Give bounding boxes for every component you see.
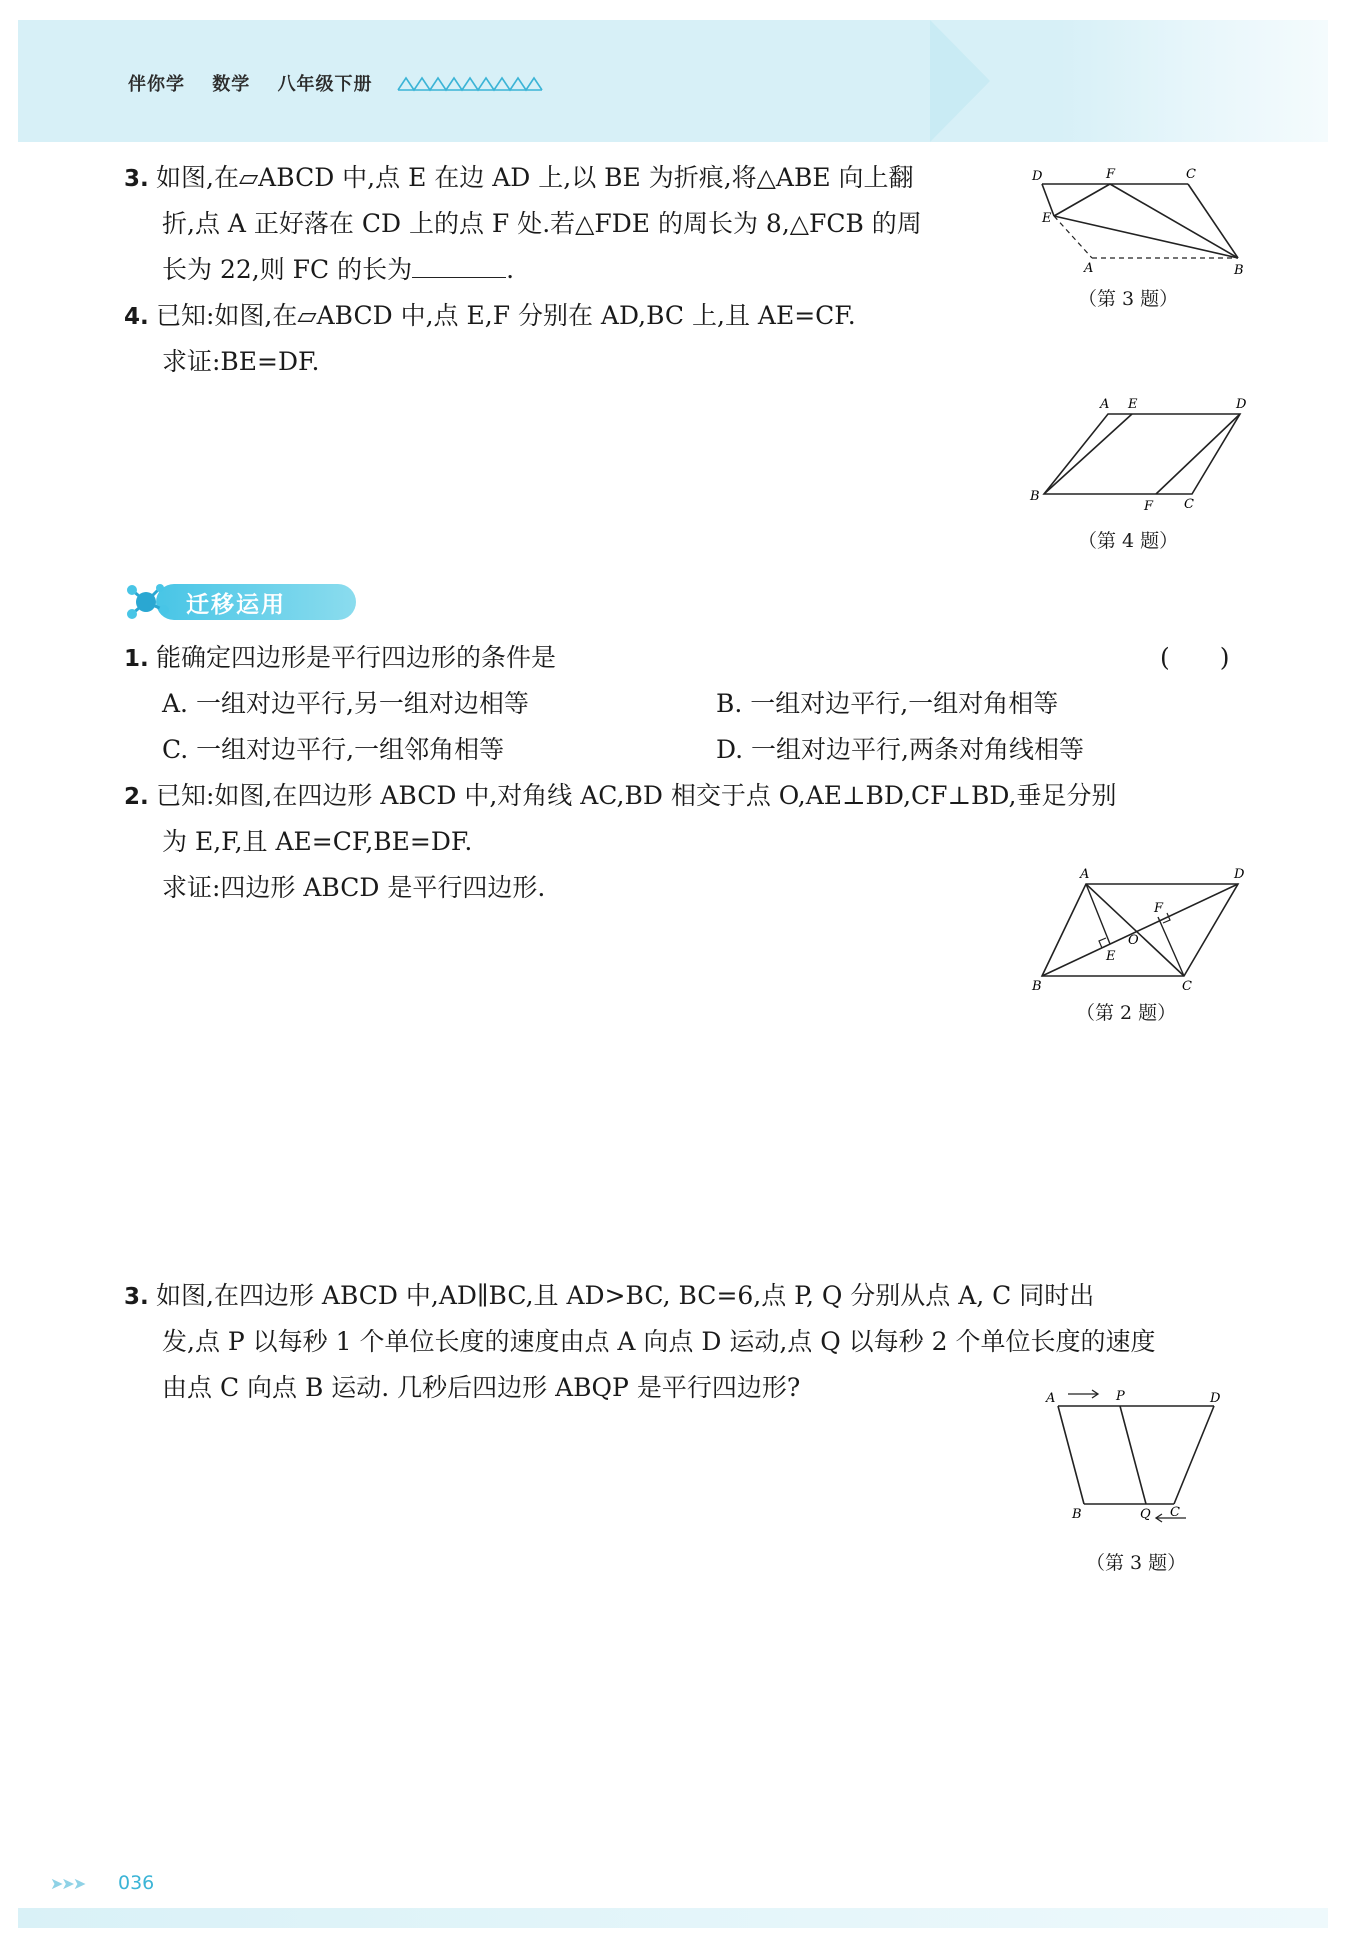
label-E: E: [1106, 949, 1116, 964]
option-c[interactable]: C. 一组对边平行,一组邻角相等: [162, 735, 505, 764]
figure-q3-fold-parallelogram: [1028, 162, 1258, 280]
grade-label: 八年级下册: [277, 74, 373, 95]
section-title: 迁移运用: [186, 592, 286, 618]
option-d[interactable]: D. 一组对边平行,两条对角线相等: [716, 735, 1084, 764]
zigzag-decoration-icon: [396, 74, 544, 94]
label-C: C: [1182, 979, 1192, 992]
q4-line-2: 求证:BE=DF.: [162, 347, 320, 376]
figure-caption: （第 4 题）: [1078, 530, 1179, 552]
m1-stem: [124, 638, 556, 674]
figure-q2-quadrilateral: [1022, 862, 1262, 992]
header-fade: [1060, 20, 1328, 142]
page-number: 036: [118, 1872, 155, 1894]
label-D: D: [1210, 1391, 1221, 1406]
q3-text-3: 长为 22,则 FC 的长为: [162, 255, 413, 284]
q3-line-3: [162, 250, 514, 286]
header-chevron-decoration: [930, 20, 990, 142]
section-banner: [124, 580, 360, 622]
label-Q: Q: [1140, 1507, 1151, 1522]
label-C: C: [1170, 1505, 1180, 1520]
running-header: [128, 70, 393, 96]
subject-label: 数学: [212, 74, 251, 95]
label-B: B: [1072, 1507, 1082, 1522]
label-F: F: [1154, 901, 1164, 916]
figure-caption: （第 3 题）: [1078, 288, 1179, 310]
question-number: 3.: [124, 1284, 149, 1310]
label-B: B: [1030, 489, 1040, 504]
question-number: 1.: [124, 646, 149, 672]
m3-line-3: 由点 C 向点 B 运动. 几秒后四边形 ABQP 是平行四边形?: [162, 1373, 801, 1402]
question-number: 3.: [124, 166, 149, 192]
q3-text-1: 如图,在▱ABCD 中,点 E 在边 AD 上,以 BE 为折痕,将△ABE 向上翻: [156, 163, 914, 192]
q3-line-2: 折,点 A 正好落在 CD 上的点 F 处.若△FDE 的周长为 8,△FCB 的周: [162, 209, 922, 238]
label-O: O: [1128, 933, 1139, 948]
answer-parentheses[interactable]: ( ): [1160, 643, 1230, 672]
label-F: F: [1106, 167, 1116, 182]
m3-line-1: [124, 1276, 1094, 1312]
label-E: E: [1128, 397, 1138, 412]
footer-band: [18, 1908, 1328, 1928]
label-D: D: [1032, 169, 1043, 184]
question-number: 4.: [124, 304, 149, 330]
label-A: A: [1100, 397, 1110, 412]
label-B: B: [1032, 979, 1042, 992]
q4-line-1: [124, 296, 856, 332]
option-a[interactable]: A. 一组对边平行,另一组对边相等: [162, 689, 529, 718]
label-D: D: [1236, 397, 1247, 412]
label-A: A: [1046, 1391, 1056, 1406]
label-D: D: [1234, 867, 1245, 882]
label-A: A: [1084, 261, 1094, 276]
m2-line-2: 为 E,F,且 AE=CF,BE=DF.: [162, 827, 473, 856]
question-number: 2.: [124, 784, 149, 810]
figure-q4-parallelogram: [1022, 394, 1262, 514]
m3-text-1: 如图,在四边形 ABCD 中,AD∥BC,且 AD>BC, BC=6,点 P, Q 分别从点 A, C 同时出: [156, 1281, 1095, 1310]
label-B: B: [1234, 263, 1244, 278]
label-E: E: [1042, 211, 1052, 226]
label-C: C: [1186, 167, 1196, 182]
option-b[interactable]: B. 一组对边平行,一组对角相等: [716, 689, 1059, 718]
figure-caption: （第 3 题）: [1086, 1552, 1187, 1574]
molecule-icon: [124, 580, 194, 624]
m2-line-1: [124, 776, 1117, 812]
answer-blank[interactable]: [412, 258, 506, 278]
label-C: C: [1184, 497, 1194, 512]
m2-line-3: 求证:四边形 ABCD 是平行四边形.: [162, 873, 546, 902]
label-A: A: [1080, 867, 1090, 882]
q4-text-1: 已知:如图,在▱ABCD 中,点 E,F 分别在 AD,BC 上,且 AE=CF.: [156, 301, 856, 330]
label-F: F: [1144, 499, 1154, 514]
page-arrows-icon: ➤➤➤: [50, 1874, 85, 1893]
m3-line-2: 发,点 P 以每秒 1 个单位长度的速度由点 A 向点 D 运动,点 Q 以每秒 2 个单位长度的速度: [162, 1327, 1156, 1356]
figure-q3-trapezoid: [1042, 1384, 1242, 1534]
q3-period: .: [506, 255, 515, 284]
figure-caption: （第 2 题）: [1076, 1002, 1177, 1024]
m1-stem-text: 能确定四边形是平行四边形的条件是: [156, 643, 557, 672]
m2-text-1: 已知:如图,在四边形 ABCD 中,对角线 AC,BD 相交于点 O,AE⊥BD,CF⊥BD,垂足分别: [156, 781, 1117, 810]
label-P: P: [1116, 1389, 1125, 1404]
book-title: 伴你学: [128, 74, 185, 95]
q3-line-1: [124, 158, 914, 194]
